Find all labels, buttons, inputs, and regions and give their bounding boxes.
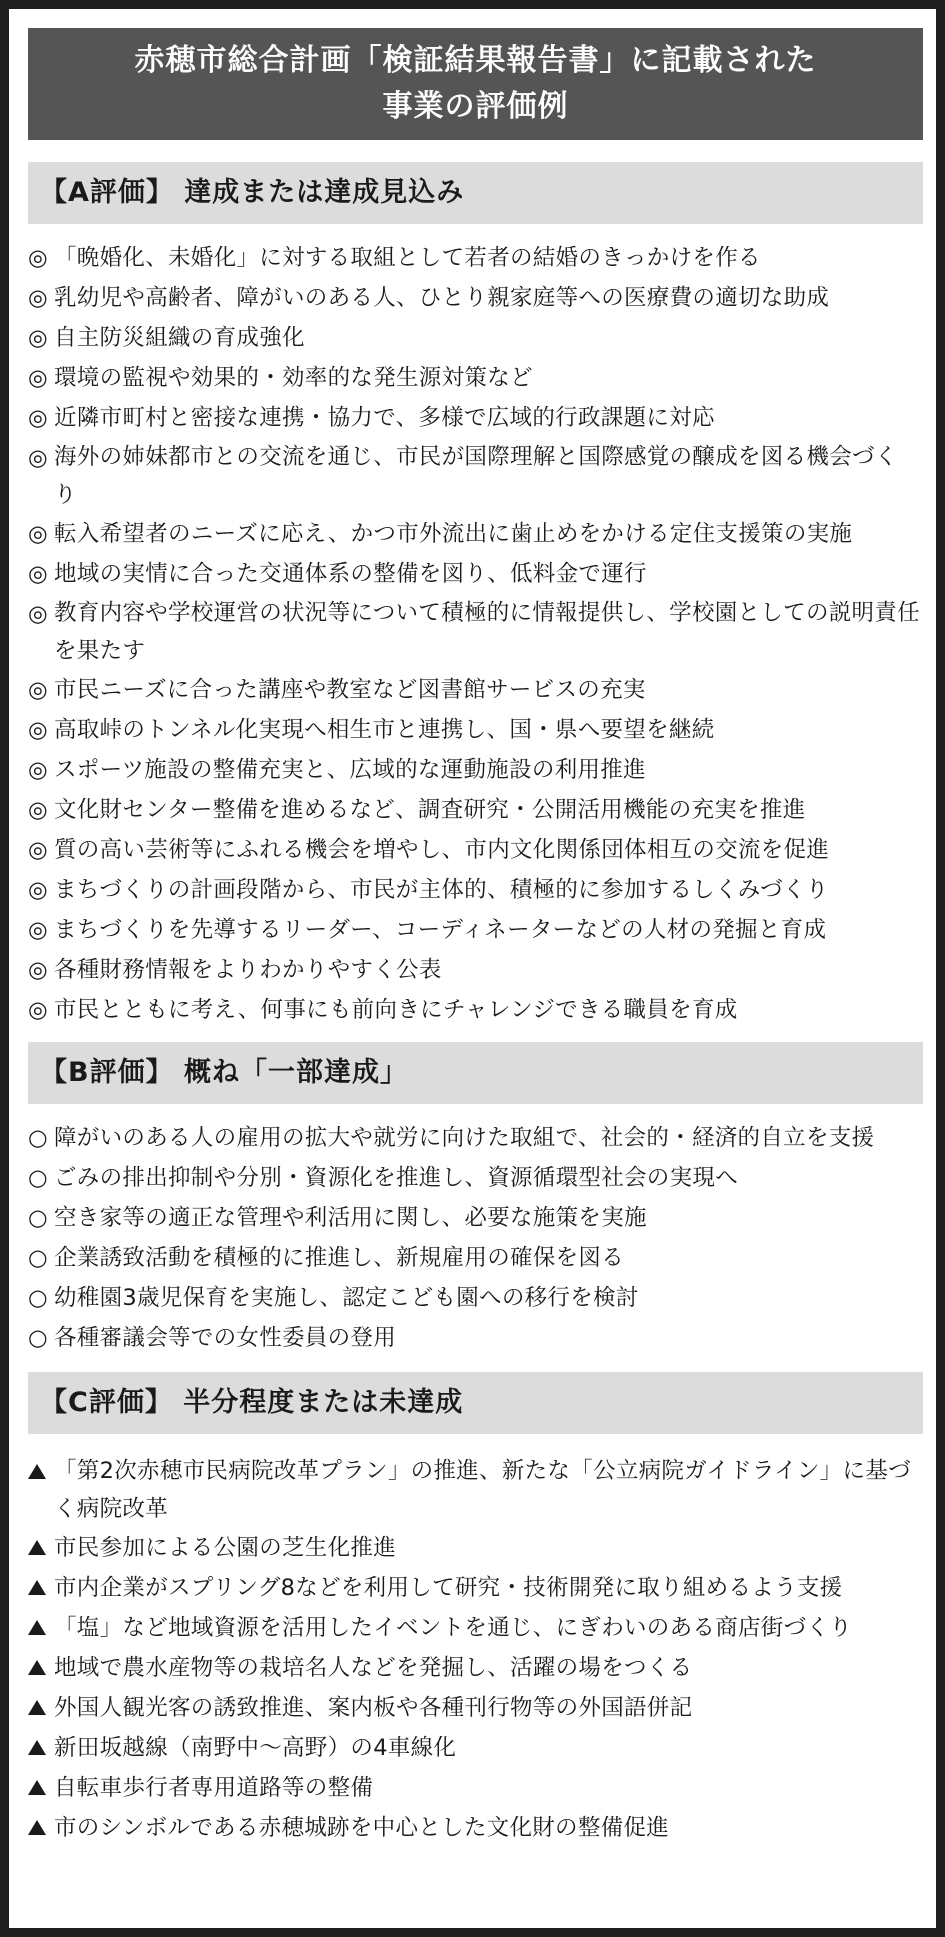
triangle-marker-icon bbox=[28, 1728, 54, 1768]
triangle-icon bbox=[28, 1660, 46, 1675]
document-body bbox=[28, 28, 923, 1848]
triangle-marker-icon bbox=[28, 1768, 54, 1808]
double-circle-marker-icon: ◎ bbox=[28, 561, 48, 587]
section-c-item bbox=[28, 1648, 923, 1688]
triangle-icon bbox=[28, 1700, 46, 1715]
triangle-marker-icon bbox=[28, 1568, 54, 1608]
triangle-marker-icon bbox=[28, 1808, 54, 1848]
item-text: 教育内容や学校運営の状況等について積極的に情報提供し、学校園としての説明責任を果たす bbox=[54, 600, 920, 664]
item-text: 「塩」など地域資源を活用したイベントを通じ、にぎわいのある商店街づくり bbox=[54, 1615, 853, 1641]
circle-marker-icon: ○ bbox=[28, 1165, 48, 1191]
section-a-item bbox=[28, 318, 923, 358]
item-text: まちづくりの計画段階から、市民が主体的、積極的に参加するしくみづくり bbox=[54, 877, 829, 903]
section-b-item bbox=[28, 1158, 923, 1198]
circle-marker-icon: ○ bbox=[28, 1245, 48, 1271]
item-text: 幼稚園3歳児保育を実施し、認定こども園への移行を検討 bbox=[54, 1285, 639, 1311]
item-text: 各種財務情報をよりわかりやすく公表 bbox=[54, 957, 442, 983]
double-circle-marker-icon: ◎ bbox=[28, 837, 48, 863]
item-text: 地域で農水産物等の栽培名人などを発掘し、活躍の場をつくる bbox=[54, 1655, 693, 1681]
triangle-icon bbox=[28, 1464, 46, 1479]
item-text: 「第2次赤穂市民病院改革プラン」の推進、新たな「公立病院ガイドライン」に基づく病院改革 bbox=[54, 1458, 911, 1522]
section-a-item bbox=[28, 870, 923, 910]
title-line-1: 赤穂市総合計画「検証結果報告書」に記載された bbox=[134, 43, 817, 78]
item-text: 「晩婚化、未婚化」に対する取組として若者の結婚のきっかけを作る bbox=[54, 245, 761, 271]
double-circle-marker-icon: ◎ bbox=[28, 717, 48, 743]
item-text: 地域の実情に合った交通体系の整備を図り、低料金で運行 bbox=[54, 561, 647, 587]
item-text: 外国人観光客の誘致推進、案内板や各種刊行物等の外国語併記 bbox=[54, 1695, 693, 1721]
double-circle-marker-icon: ◎ bbox=[28, 405, 48, 431]
item-text: 転入希望者のニーズに応え、かつ市外流出に歯止めをかける定住支援策の実施 bbox=[54, 521, 853, 547]
triangle-icon bbox=[28, 1740, 46, 1755]
double-circle-marker-icon: ◎ bbox=[28, 677, 48, 703]
section-c-item bbox=[28, 1568, 923, 1608]
section-c-item bbox=[28, 1452, 923, 1528]
triangle-icon bbox=[28, 1820, 46, 1835]
triangle-icon bbox=[28, 1620, 46, 1635]
section-c-item bbox=[28, 1808, 923, 1848]
section-a-item bbox=[28, 710, 923, 750]
item-text: 自転車歩行者専用道路等の整備 bbox=[54, 1775, 374, 1801]
title-line-2: 事業の評価例 bbox=[382, 89, 569, 124]
section-b-item bbox=[28, 1198, 923, 1238]
section-c-item bbox=[28, 1528, 923, 1568]
section-c-item bbox=[28, 1728, 923, 1768]
item-text: まちづくりを先導するリーダー、コーディネーターなどの人材の発掘と育成 bbox=[54, 917, 827, 943]
circle-marker-icon: ○ bbox=[28, 1285, 48, 1311]
double-circle-marker-icon: ◎ bbox=[28, 445, 48, 471]
triangle-marker-icon bbox=[28, 1528, 54, 1568]
section-a-item bbox=[28, 398, 923, 438]
section-b-list bbox=[28, 1104, 923, 1372]
item-text: 近隣市町村と密接な連携・協力で、多様で広域的行政課題に対応 bbox=[54, 405, 715, 431]
item-text: 市民参加による公園の芝生化推進 bbox=[54, 1535, 397, 1561]
double-circle-marker-icon: ◎ bbox=[28, 245, 48, 271]
section-a-item bbox=[28, 594, 923, 670]
triangle-icon bbox=[28, 1540, 46, 1555]
section-a-item bbox=[28, 514, 923, 554]
triangle-icon bbox=[28, 1580, 46, 1595]
section-a-item bbox=[28, 750, 923, 790]
section-b-item bbox=[28, 1278, 923, 1318]
section-a-header: 【A評価】 達成または達成見込み bbox=[28, 162, 923, 224]
item-text: 市民とともに考え、何事にも前向きにチャレンジできる職員を育成 bbox=[54, 997, 738, 1023]
item-text: 市内企業がスプリング8などを利用して研究・技術開発に取り組めるよう支援 bbox=[54, 1575, 843, 1601]
item-text: ごみの排出抑制や分別・資源化を推進し、資源循環型社会の実現へ bbox=[54, 1165, 739, 1191]
double-circle-marker-icon: ◎ bbox=[28, 917, 48, 943]
item-text: 自主防災組織の育成強化 bbox=[54, 325, 305, 351]
section-a-item bbox=[28, 830, 923, 870]
item-text: 新田坂越線（南野中〜高野）の4車線化 bbox=[54, 1735, 457, 1761]
double-circle-marker-icon: ◎ bbox=[28, 365, 48, 391]
item-text: 障がいのある人の雇用の拡大や就労に向けた取組で、社会的・経済的自立を支援 bbox=[54, 1125, 875, 1151]
section-a-item bbox=[28, 790, 923, 830]
double-circle-marker-icon: ◎ bbox=[28, 877, 48, 903]
section-a-item bbox=[28, 438, 923, 514]
section-a-item bbox=[28, 554, 923, 594]
item-text: 各種審議会等での女性委員の登用 bbox=[54, 1325, 397, 1351]
section-b-item bbox=[28, 1118, 923, 1158]
triangle-marker-icon bbox=[28, 1608, 54, 1648]
section-a-item bbox=[28, 910, 923, 950]
section-c-item bbox=[28, 1608, 923, 1648]
section-a-item bbox=[28, 670, 923, 710]
item-text: 質の高い芸術等にふれる機会を増やし、市内文化関係団体相互の交流を促進 bbox=[54, 837, 830, 863]
section-a-item bbox=[28, 990, 923, 1030]
double-circle-marker-icon: ◎ bbox=[28, 957, 48, 983]
double-circle-marker-icon: ◎ bbox=[28, 325, 48, 351]
item-text: 環境の監視や効果的・効率的な発生源対策など bbox=[54, 365, 533, 391]
section-a-item bbox=[28, 278, 923, 318]
item-text: スポーツ施設の整備充実と、広域的な運動施設の利用推進 bbox=[54, 757, 646, 783]
item-text: 空き家等の適正な管理や利活用に関し、必要な施策を実施 bbox=[54, 1205, 647, 1231]
triangle-marker-icon bbox=[28, 1688, 54, 1728]
double-circle-marker-icon: ◎ bbox=[28, 997, 48, 1023]
double-circle-marker-icon: ◎ bbox=[28, 285, 48, 311]
triangle-marker-icon bbox=[28, 1648, 54, 1688]
section-c-item bbox=[28, 1688, 923, 1728]
section-a-item bbox=[28, 238, 923, 278]
item-text: 文化財センター整備を進めるなど、調査研究・公開活用機能の充実を推進 bbox=[54, 797, 806, 823]
circle-marker-icon: ○ bbox=[28, 1125, 48, 1151]
item-text: 海外の姉妹都市との交流を通じ、市民が国際理解と国際感覚の醸成を図る機会づくり bbox=[54, 444, 898, 508]
item-text: 高取峠のトンネル化実現へ相生市と連携し、国・県へ要望を継続 bbox=[54, 717, 715, 743]
section-a-item bbox=[28, 950, 923, 990]
item-text: 企業誘致活動を積極的に推進し、新規雇用の確保を図る bbox=[54, 1245, 625, 1271]
triangle-marker-icon bbox=[28, 1452, 54, 1528]
section-c-item bbox=[28, 1768, 923, 1808]
item-text: 市のシンボルである赤穂城跡を中心とした文化財の整備促進 bbox=[54, 1815, 670, 1841]
title-banner bbox=[28, 28, 923, 140]
double-circle-marker-icon: ◎ bbox=[28, 601, 48, 627]
section-a-list bbox=[28, 224, 923, 1042]
section-c-list bbox=[28, 1434, 923, 1848]
triangle-icon bbox=[28, 1780, 46, 1795]
item-text: 乳幼児や高齢者、障がいのある人、ひとり親家庭等への医療費の適切な助成 bbox=[54, 285, 830, 311]
double-circle-marker-icon: ◎ bbox=[28, 521, 48, 547]
double-circle-marker-icon: ◎ bbox=[28, 797, 48, 823]
section-b-item bbox=[28, 1318, 923, 1358]
circle-marker-icon: ○ bbox=[28, 1325, 48, 1351]
circle-marker-icon: ○ bbox=[28, 1205, 48, 1231]
section-a-item bbox=[28, 358, 923, 398]
item-text: 市民ニーズに合った講座や教室など図書館サービスの充実 bbox=[54, 677, 646, 703]
section-b-item bbox=[28, 1238, 923, 1278]
section-b-header: 【B評価】 概ね「一部達成」 bbox=[28, 1042, 923, 1104]
section-c-header: 【C評価】 半分程度または未達成 bbox=[28, 1372, 923, 1434]
double-circle-marker-icon: ◎ bbox=[28, 757, 48, 783]
